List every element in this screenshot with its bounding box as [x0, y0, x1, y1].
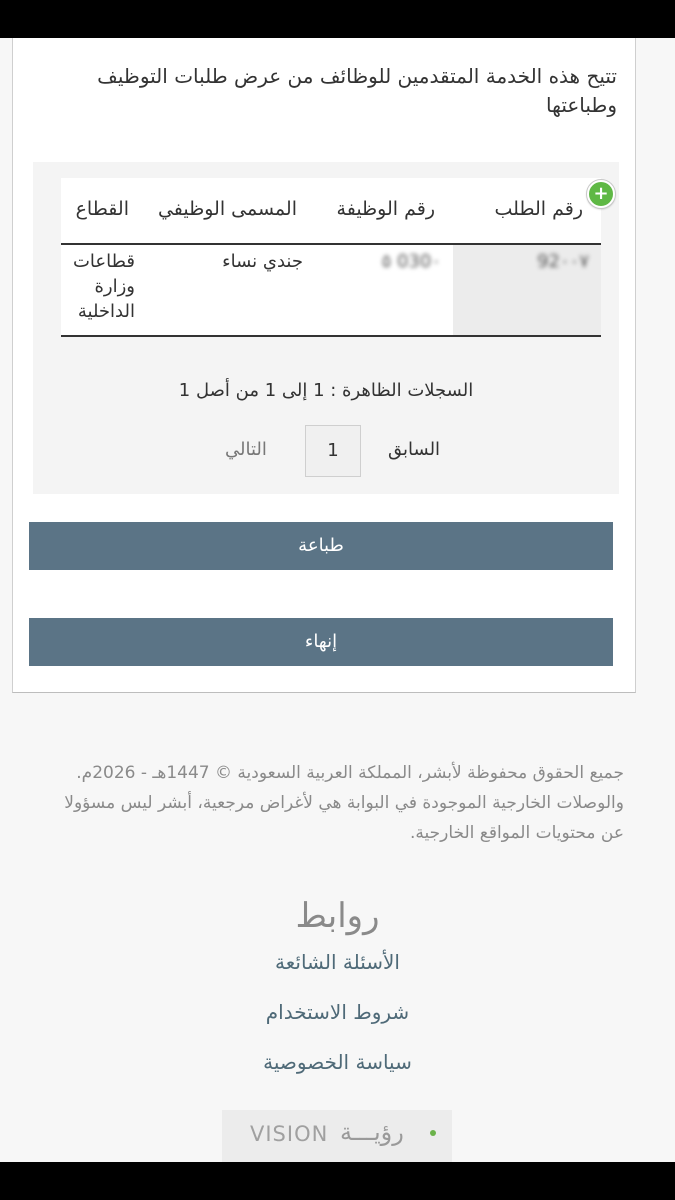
- header-sector: القطاع: [61, 178, 147, 244]
- cell-job-title: جندي نساء: [147, 244, 315, 336]
- vision-2030-logo: [222, 1110, 452, 1162]
- print-button[interactable]: طباعة: [29, 522, 613, 570]
- results-panel: [33, 162, 619, 494]
- cell-request-number: 92٠٠٧: [453, 244, 601, 336]
- applications-table: [61, 178, 601, 337]
- table-row[interactable]: [61, 244, 601, 336]
- header-job-number: رقم الوظيفة: [315, 178, 453, 244]
- screen: [0, 38, 675, 1162]
- vision-logo-arabic: رؤيـــة: [340, 1118, 404, 1146]
- cell-job-number: 030٠ ٥: [315, 244, 453, 336]
- records-count: السجلات الظاهرة : 1 إلى 1 من أصل 1: [178, 380, 474, 401]
- privacy-link[interactable]: سياسة الخصوصية: [263, 1050, 412, 1074]
- links-heading: روابط: [295, 896, 380, 936]
- header-request-number: رقم الطلب: [453, 178, 601, 244]
- header-job-title: المسمى الوظيفي: [147, 178, 315, 244]
- next-page-button[interactable]: التالي: [225, 439, 267, 460]
- table-header-row: [61, 178, 601, 244]
- current-page-button[interactable]: 1: [305, 425, 361, 477]
- previous-page-button[interactable]: السابق: [388, 439, 441, 460]
- faq-link[interactable]: الأسئلة الشائعة: [275, 950, 400, 974]
- cell-sector: قطاعات وزارة الداخلية: [61, 244, 147, 336]
- terms-link[interactable]: شروط الاستخدام: [265, 1000, 410, 1024]
- service-card: [12, 38, 636, 693]
- vision-logo-dot: [430, 1130, 436, 1136]
- expand-row-icon[interactable]: +: [587, 180, 615, 208]
- pagination: [33, 425, 619, 477]
- finish-button[interactable]: إنهاء: [29, 618, 613, 666]
- service-description: تتيح هذه الخدمة المتقدمين للوظائف من عرض طلبات التوظيف وطباعتها: [97, 64, 617, 117]
- vision-logo-text: VISION: [250, 1122, 329, 1146]
- copyright-text: جميع الحقوق محفوظة لأبشر، المملكة العربية السعودية © 1447هـ - 2026م. والوصلات الخارجية الموجودة في البوابة هي لأغراض مرجعية، أبشر ليس مسؤولا عن محتويات المواقع الخارجية.: [64, 763, 624, 843]
